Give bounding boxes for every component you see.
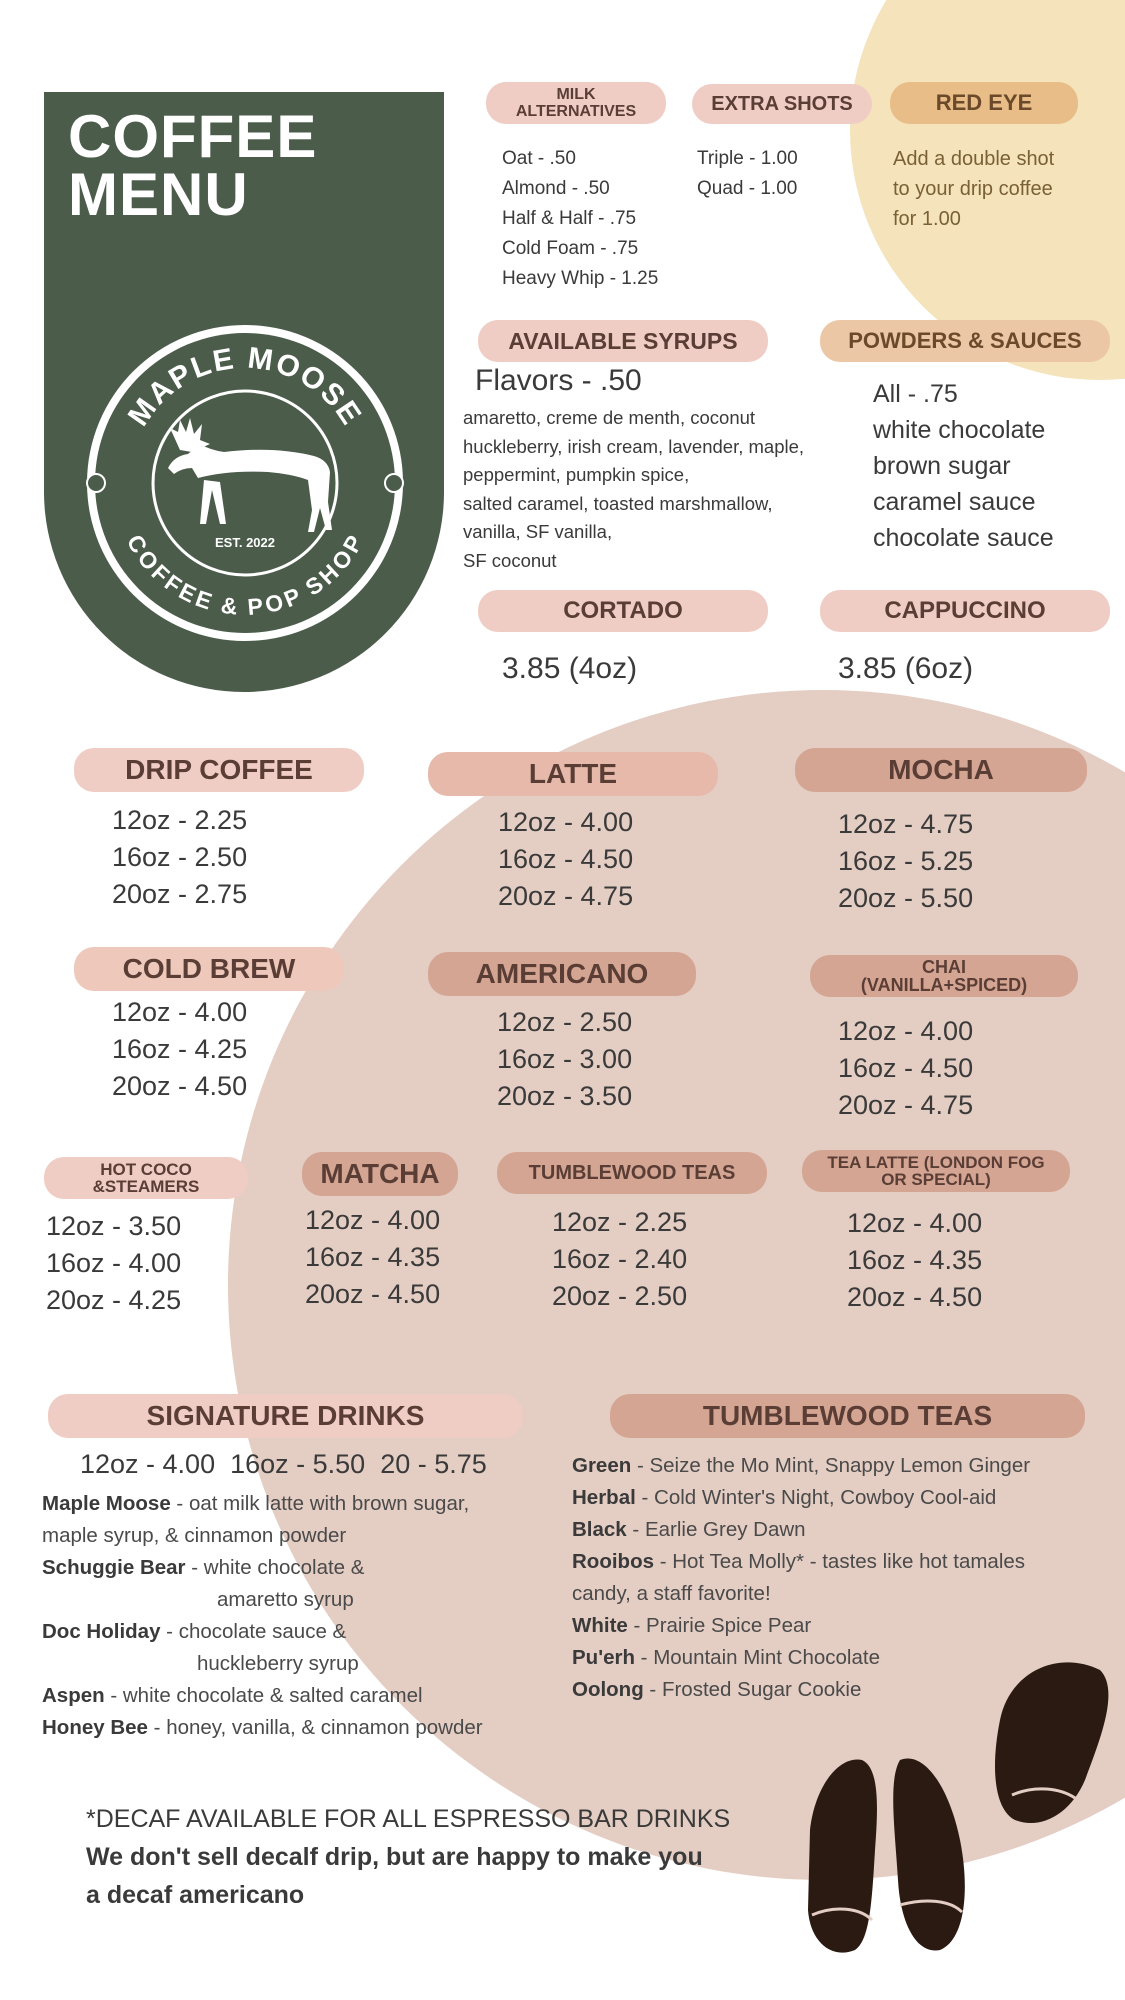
logo-est-text: EST. 2022 (215, 535, 275, 550)
hot-coco-prices (46, 1208, 181, 1319)
cold-brew-prices (112, 994, 247, 1105)
matcha-prices (305, 1202, 440, 1313)
price-line: 20oz - 4.50 (112, 1071, 248, 1101)
price-line: 20oz - 2.50 (552, 1281, 688, 1311)
tea-type: Green (572, 1454, 632, 1477)
drink-desc: white chocolate & (203, 1556, 365, 1579)
tea-desc: Mountain Mint Chocolate (653, 1646, 880, 1669)
signature-drink: Schuggie Bear - white chocolate & (42, 1556, 365, 1579)
red-eye-line: for 1.00 (893, 208, 961, 230)
powder-line: chocolate sauce (873, 524, 1054, 552)
signature-drink: Honey Bee - honey, vanilla, & cinnamon powder (42, 1716, 483, 1739)
milk-item: Almond - .50 (502, 178, 610, 199)
cold-brew-label: COLD BREW (74, 947, 344, 991)
price-line: 16oz - 3.00 (497, 1044, 633, 1074)
price-line: 16oz - 4.25 (112, 1034, 248, 1064)
logo-top-text: MAPLE MOOSE (121, 341, 369, 433)
tea-desc: Frosted Sugar Cookie (661, 1678, 862, 1701)
price-line: 12oz - 4.00 (305, 1205, 441, 1235)
milk-item: Heavy Whip - 1.25 (502, 268, 659, 289)
price-line: 20oz - 4.75 (838, 1090, 974, 1120)
price-line: 12oz - 4.75 (838, 809, 974, 839)
footer-note (86, 1800, 730, 1914)
price-line: 20oz - 4.50 (847, 1282, 983, 1312)
milk-label-line1: MILK (556, 86, 596, 103)
price-line: 16oz - 4.35 (847, 1245, 983, 1275)
tea-latte-label-line2: OR SPECIAL) (881, 1170, 991, 1189)
milk-item: Cold Foam - .75 (502, 238, 639, 259)
red-eye-description (893, 144, 1054, 234)
tea-desc: Hot Tea Molly* - tastes like hot tamales (672, 1550, 1026, 1573)
title-line-1: COFFEE (68, 103, 318, 170)
syrup-line: vanilla, SF vanilla, (463, 521, 613, 542)
price-line: 12oz - 2.25 (112, 805, 248, 835)
cortado-price: 3.85 (4oz) (502, 652, 638, 685)
tea-desc: Seize the Mo Mint, Snappy Lemon Ginger (649, 1454, 1031, 1477)
price-line: 16oz - 2.50 (112, 842, 248, 872)
drink-desc-cont: amaretto syrup (217, 1588, 354, 1611)
latte-prices (498, 804, 633, 915)
signature-drink: Maple Moose - oat milk latte with brown sugar, (42, 1492, 470, 1515)
price-line: 16oz - 2.40 (552, 1244, 688, 1274)
tea-desc: Earlie Grey Dawn (644, 1518, 806, 1541)
price-line: 12oz - 4.00 (847, 1208, 983, 1238)
price-line: 16oz - 5.25 (838, 846, 974, 876)
price-line: 20oz - 3.50 (497, 1081, 633, 1111)
tea-desc-cont: candy, a staff favorite! (572, 1582, 771, 1605)
price-line: 12oz - 2.25 (552, 1207, 688, 1237)
powders-label: POWDERS & SAUCES (820, 320, 1110, 362)
tea-item: White - Prairie Spice Pear (572, 1614, 812, 1637)
price-line: 20oz - 2.75 (112, 879, 248, 909)
syrup-line: SF coconut (463, 549, 557, 571)
tumblewood-teas-label: TUMBLEWOOD TEAS (610, 1394, 1085, 1438)
cappuccino-label: CAPPUCCINO (820, 590, 1110, 632)
price-line: 12oz - 3.50 (46, 1211, 182, 1241)
price-line: 16oz - 4.50 (838, 1053, 974, 1083)
signature-drink: Aspen - white chocolate & salted caramel (42, 1684, 423, 1707)
drink-name: Schuggie Bear (42, 1556, 186, 1579)
price-line: 16oz - 4.35 (305, 1242, 441, 1272)
mocha-prices (838, 806, 973, 917)
tea-latte-label (802, 1150, 1070, 1192)
cappuccino-price: 3.85 (6oz) (838, 652, 974, 685)
price-line: 12oz - 4.00 (112, 997, 248, 1027)
tea-item: Black - Earlie Grey Dawn (572, 1518, 806, 1541)
page-title (68, 103, 318, 228)
drink-desc: oat milk latte with brown sugar, (188, 1492, 470, 1515)
tea-type: Black (572, 1518, 627, 1541)
milk-item: Half & Half - .75 (502, 208, 637, 229)
tea-item: Green - Seize the Mo Mint, Snappy Lemon Ginger (572, 1454, 1031, 1477)
price-line: 16oz - 4.50 (498, 844, 634, 874)
red-eye-label: RED EYE (890, 82, 1078, 124)
tea-item: Oolong - Frosted Sugar Cookie (572, 1678, 862, 1701)
syrups-flavors-price: Flavors - .50 (475, 364, 642, 397)
tea-latte-prices (847, 1205, 982, 1316)
powders-list (873, 376, 1054, 556)
price-line: 12oz - 4.00 (498, 807, 634, 837)
cortado-label: CORTADO (478, 590, 768, 632)
shots-list (697, 144, 798, 204)
hot-coco-label (44, 1157, 248, 1199)
chai-prices (838, 1013, 973, 1124)
shots-item: Triple - 1.00 (697, 148, 798, 169)
syrup-line: amaretto, creme de menth, coconut (463, 407, 756, 428)
powder-line: brown sugar (873, 452, 1011, 480)
tumblewood-teas-small-label: TUMBLEWOOD TEAS (497, 1152, 767, 1194)
price-line: 16oz - 4.00 (46, 1248, 182, 1278)
tea-item: Rooibos - Hot Tea Molly* - tastes like hot tamales (572, 1550, 1026, 1573)
tea-type: Herbal (572, 1486, 636, 1509)
chai-label (810, 955, 1078, 997)
shots-item: Quad - 1.00 (697, 178, 798, 199)
tumblewood-teas-small-prices (552, 1204, 687, 1315)
mocha-label: MOCHA (795, 748, 1087, 792)
drink-name: Maple Moose (42, 1492, 171, 1515)
tea-desc: Cold Winter's Night, Cowboy Cool-aid (654, 1486, 997, 1509)
tea-item: Pu'erh - Mountain Mint Chocolate (572, 1646, 880, 1669)
price-line: 20oz - 5.50 (838, 883, 974, 913)
price-line: 12oz - 2.50 (497, 1007, 633, 1037)
price-line: 20oz - 4.25 (46, 1285, 182, 1315)
americano-label: AMERICANO (428, 952, 696, 996)
footer-line: We don't sell decalf drip, but are happy to make you (86, 1843, 703, 1871)
tea-desc: Prairie Spice Pear (646, 1614, 812, 1637)
latte-label: LATTE (428, 752, 718, 796)
chai-label-line2: (VANILLA+SPICED) (860, 975, 1028, 995)
hoof-prints-icon (800, 1650, 1125, 1980)
red-eye-line: to your drip coffee (893, 178, 1053, 200)
price-line: 12oz - 4.00 (838, 1016, 974, 1046)
drink-desc: white chocolate & salted caramel (122, 1684, 423, 1707)
tea-type: Oolong (572, 1678, 644, 1701)
drink-desc: chocolate sauce & (178, 1620, 347, 1643)
milk-alternatives-label (486, 82, 666, 124)
drink-desc: honey, vanilla, & cinnamon powder (166, 1716, 483, 1739)
signature-sizes: 12oz - 4.00 16oz - 5.50 20 - 5.75 (80, 1449, 487, 1479)
matcha-label: MATCHA (302, 1152, 458, 1196)
powder-line: white chocolate (873, 416, 1046, 444)
signature-drink: Doc Holiday - chocolate sauce & (42, 1620, 347, 1643)
drink-desc-cont: maple syrup, & cinnamon powder (42, 1524, 347, 1547)
powder-line: caramel sauce (873, 488, 1036, 516)
price-line: 20oz - 4.50 (305, 1279, 441, 1309)
drink-name: Honey Bee (42, 1716, 148, 1739)
drink-name: Doc Holiday (42, 1620, 161, 1643)
americano-prices (497, 1004, 632, 1115)
hot-coco-label-line1: HOT COCO (100, 1160, 192, 1179)
red-eye-line: Add a double shot (893, 148, 1055, 170)
milk-label-line2: ALTERNATIVES (515, 103, 637, 120)
hot-coco-label-line2: &STEAMERS (92, 1177, 200, 1196)
syrup-line: peppermint, pumpkin spice, (463, 464, 690, 485)
tea-latte-label-line1: TEA LATTE (LONDON FOG (827, 1153, 1045, 1172)
price-line: 20oz - 4.75 (498, 881, 634, 911)
powder-line: All - .75 (873, 380, 958, 408)
drink-desc-cont: huckleberry syrup (197, 1652, 359, 1675)
syrup-line: huckleberry, irish cream, lavender, maple, (463, 435, 805, 457)
tea-type: Pu'erh (572, 1646, 635, 1669)
footer-line: *DECAF AVAILABLE FOR ALL ESPRESSO BAR DRINKS (86, 1805, 731, 1833)
drink-name: Aspen (42, 1684, 105, 1707)
maple-moose-logo (84, 322, 406, 644)
logo-bottom-text: COFFEE & POP SHOP (121, 530, 369, 620)
title-line-2: MENU (68, 161, 249, 228)
footer-line: a decaf americano (86, 1881, 305, 1909)
syrup-line: salted caramel, toasted marshmallow, (463, 492, 773, 514)
milk-list (502, 144, 658, 294)
drip-coffee-prices (112, 802, 247, 913)
drip-coffee-label: DRIP COFFEE (74, 748, 364, 792)
tea-type: White (572, 1614, 628, 1637)
syrups-list (463, 404, 804, 575)
signature-drinks-label: SIGNATURE DRINKS (48, 1394, 523, 1438)
milk-item: Oat - .50 (502, 148, 576, 169)
tea-type: Rooibos (572, 1550, 654, 1573)
syrups-label: AVAILABLE SYRUPS (478, 320, 768, 362)
extra-shots-label: EXTRA SHOTS (692, 84, 872, 124)
tea-item: Herbal - Cold Winter's Night, Cowboy Cool-aid (572, 1486, 997, 1509)
chai-label-line1: CHAI (922, 957, 966, 977)
